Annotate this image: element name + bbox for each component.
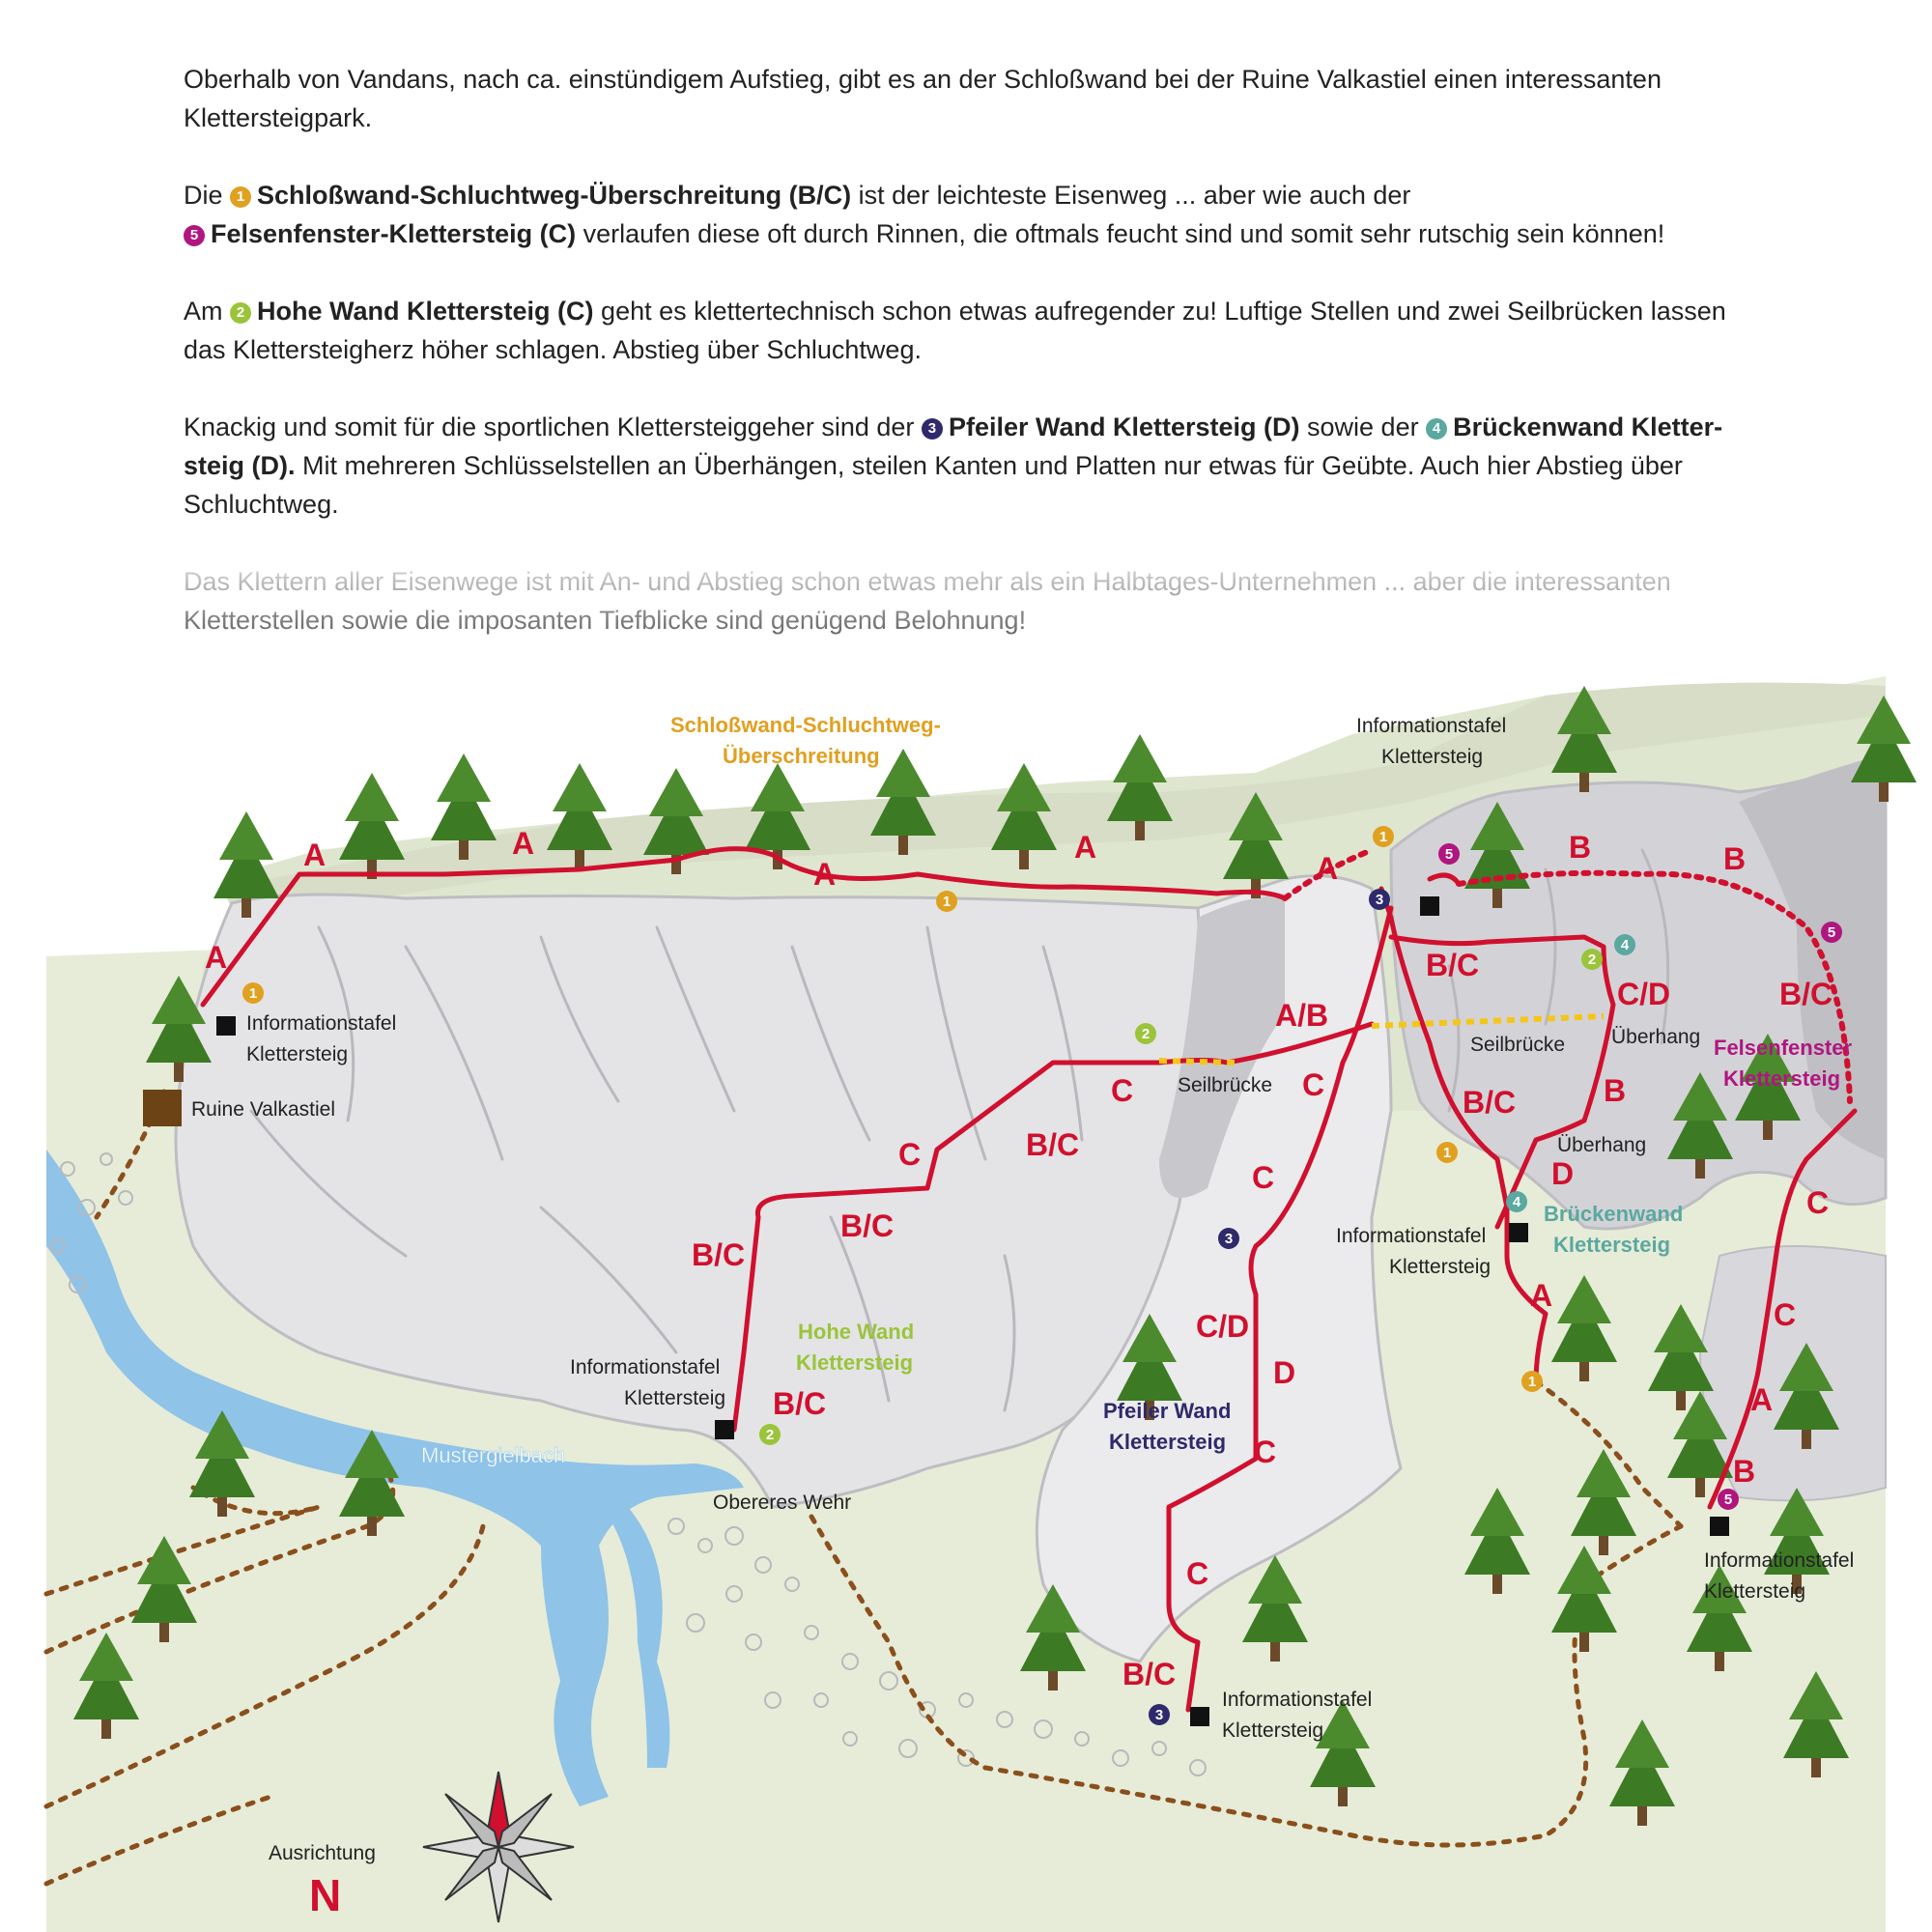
marker-5 — [1438, 843, 1460, 865]
grade-label: A — [512, 826, 535, 861]
svg-text:3: 3 — [1154, 1707, 1164, 1723]
grade-label: C — [1806, 1185, 1830, 1220]
svg-text:3: 3 — [1224, 1231, 1234, 1247]
route-1-marker: 1 — [230, 186, 251, 208]
route-3-map-label: Pfeiler Wand — [1103, 1399, 1232, 1423]
grade-label: A — [1530, 1278, 1553, 1313]
ueberhang-label: Überhang — [1557, 1134, 1647, 1156]
route-2-marker: 2 — [230, 302, 251, 324]
route-2-name: Hohe Wand Klettersteig (C) — [257, 297, 594, 326]
svg-text:1: 1 — [1378, 829, 1388, 845]
marker-1 — [242, 982, 264, 1004]
marker-3 — [1149, 1704, 1170, 1725]
grade-label: B/C — [840, 1208, 895, 1243]
ueberhang-label: Überhang — [1611, 1026, 1701, 1048]
marker-4 — [1614, 934, 1635, 955]
route-1-map-label: Schloßwand-Schluchtweg- — [670, 713, 941, 737]
ruin-marker — [143, 1090, 182, 1126]
marker-3 — [1218, 1228, 1239, 1249]
svg-text:1: 1 — [1527, 1374, 1537, 1390]
route-5-marker: 5 — [184, 225, 205, 246]
info-label: Informationstafel — [1222, 1689, 1373, 1711]
top-fade — [0, 541, 1932, 676]
svg-text:2: 2 — [1141, 1026, 1151, 1042]
seilbruecke-label: Seilbrücke — [1178, 1074, 1273, 1096]
grade-label: A — [813, 857, 837, 892]
route-1-map-label: Überschreitung — [723, 744, 880, 768]
info-label: Klettersteig — [1222, 1719, 1324, 1742]
orientation-label: Ausrichtung — [269, 1842, 376, 1864]
grade-label: A — [205, 940, 228, 975]
marker-2 — [1581, 949, 1603, 970]
seilbruecke-label: Seilbrücke — [1470, 1034, 1566, 1056]
info-label: Klettersteig — [1381, 746, 1484, 768]
svg-text:4: 4 — [1620, 937, 1630, 953]
route-4-map-label: Klettersteig — [1553, 1233, 1671, 1257]
info-label: Klettersteig — [1704, 1580, 1806, 1603]
info-label: Informationstafel — [1356, 715, 1507, 737]
route-2-map-label: Hohe Wand — [798, 1320, 915, 1344]
compass-rose — [423, 1772, 574, 1922]
route-5-name: Felsenfenster-Klettersteig (C) — [211, 219, 577, 248]
grade-label: B/C — [1779, 977, 1833, 1011]
svg-text:2: 2 — [765, 1427, 775, 1443]
info-label: Informationstafel — [1704, 1549, 1855, 1572]
grade-label: A — [303, 838, 327, 872]
grade-label: A — [1750, 1382, 1774, 1417]
grade-label: B — [1733, 1454, 1756, 1489]
river-label: Mustergielbach — [421, 1443, 566, 1467]
grade-label: B/C — [1426, 948, 1480, 982]
route-1-name: Schloßwand-Schluchtweg-Überschreitung (B/C) — [257, 181, 852, 210]
route-3-marker: 3 — [922, 418, 943, 440]
grade-label: A — [1316, 851, 1339, 886]
svg-text:1: 1 — [248, 985, 258, 1002]
info-label: Informationstafel — [570, 1356, 721, 1378]
grade-label: C — [898, 1137, 922, 1172]
grade-label: C — [1774, 1297, 1797, 1332]
grade-label: C/D — [1617, 977, 1671, 1011]
info-label: Klettersteig — [246, 1043, 349, 1065]
marker-1 — [1436, 1142, 1458, 1163]
grade-label: C — [1186, 1556, 1209, 1591]
info-label: Klettersteig — [624, 1387, 726, 1409]
route-4-map-label: Brückenwand — [1544, 1202, 1684, 1226]
svg-text:4: 4 — [1512, 1194, 1521, 1210]
intro-paragraph-3: Am 2 Hohe Wand Klettersteig (C) geht es klettertechnisch schon etwas aufregender zu! Luftige Stellen und zwei Seilbrücken lassen das Klettersteigherz höher schlagen. Abstieg über Schluchtweg. — [184, 297, 1726, 364]
svg-text:5: 5 — [1827, 924, 1836, 941]
svg-text:1: 1 — [1442, 1145, 1452, 1161]
svg-text:5: 5 — [1444, 846, 1454, 863]
intro-paragraph-2: Die 1 Schloßwand-Schluchtweg-Überschreitung (B/C) ist der leichteste Eisenweg ... aber wie auch der 5 Felsenfenster-Klettersteig (C) verlaufen diese oft durch Rinnen, die oftmals feucht sind und somit sehr rutschig sein können! — [184, 181, 1665, 248]
grade-label: B/C — [773, 1386, 827, 1421]
info-label: Informationstafel — [1336, 1225, 1487, 1247]
marker-3 — [1369, 889, 1390, 910]
grade-label: A — [1074, 830, 1097, 865]
marker-2 — [759, 1424, 781, 1445]
grade-label: C — [1252, 1160, 1275, 1195]
grade-label: C/D — [1196, 1309, 1250, 1344]
grade-label: B — [1569, 830, 1592, 865]
route-4-name: Brückenwand Kletter-steig (D). — [184, 412, 1723, 480]
marker-1 — [1521, 1371, 1543, 1392]
svg-text:3: 3 — [1375, 892, 1384, 908]
info-label: Klettersteig — [1389, 1256, 1492, 1278]
route-5-map-label: Klettersteig — [1723, 1066, 1841, 1091]
grade-label: D — [1551, 1156, 1575, 1191]
route-2-map-label: Klettersteig — [796, 1350, 914, 1375]
grade-label: C — [1302, 1067, 1325, 1102]
north-indicator: N — [309, 1870, 342, 1920]
marker-5 — [1821, 922, 1842, 943]
marker-1 — [936, 891, 957, 912]
grade-label: B/C — [1463, 1085, 1517, 1120]
marker-4 — [1506, 1191, 1527, 1212]
grade-label: A/B — [1275, 998, 1329, 1033]
marker-1 — [1373, 826, 1394, 847]
grade-label: B/C — [1026, 1127, 1080, 1162]
weir-label: Obereres Wehr — [713, 1492, 852, 1514]
grade-label: C — [1254, 1435, 1277, 1469]
intro-paragraph-4: Knackig und somit für die sportlichen Klettersteiggeher sind der 3 Pfeiler Wand Klettersteig (D) sowie der 4 Brückenwand Kletter-steig (D). Mit mehreren Schlüsselstellen an Überhängen, steilen Kanten und Platten nur etwas für Geübte. Auch hier Abstieg über Schluchtweg. — [184, 412, 1723, 519]
grade-label: D — [1273, 1355, 1296, 1390]
grade-label: B/C — [1122, 1657, 1177, 1691]
grade-label: B — [1604, 1073, 1627, 1108]
marker-5 — [1718, 1489, 1739, 1510]
svg-text:1: 1 — [942, 894, 952, 910]
route-3-name: Pfeiler Wand Klettersteig (D) — [948, 412, 1300, 441]
grade-label: C — [1111, 1073, 1134, 1108]
route-5-map-label: Felsenfenster — [1714, 1036, 1853, 1060]
route-3-map-label: Klettersteig — [1109, 1430, 1227, 1454]
intro-paragraph-1: Oberhalb von Vandans, nach ca. einstündigem Aufstieg, gibt es an der Schloßwand bei der Ruine Valkastiel einen interessanten Klettersteigpark. — [184, 65, 1662, 132]
info-label: Informationstafel — [246, 1012, 397, 1035]
grade-label: B/C — [692, 1237, 746, 1272]
ruin-label: Ruine Valkastiel — [191, 1098, 336, 1121]
grade-label: B — [1723, 841, 1747, 876]
marker-2 — [1135, 1023, 1156, 1044]
svg-text:2: 2 — [1587, 952, 1597, 968]
route-4-marker: 4 — [1426, 418, 1447, 440]
svg-text:5: 5 — [1723, 1492, 1733, 1508]
